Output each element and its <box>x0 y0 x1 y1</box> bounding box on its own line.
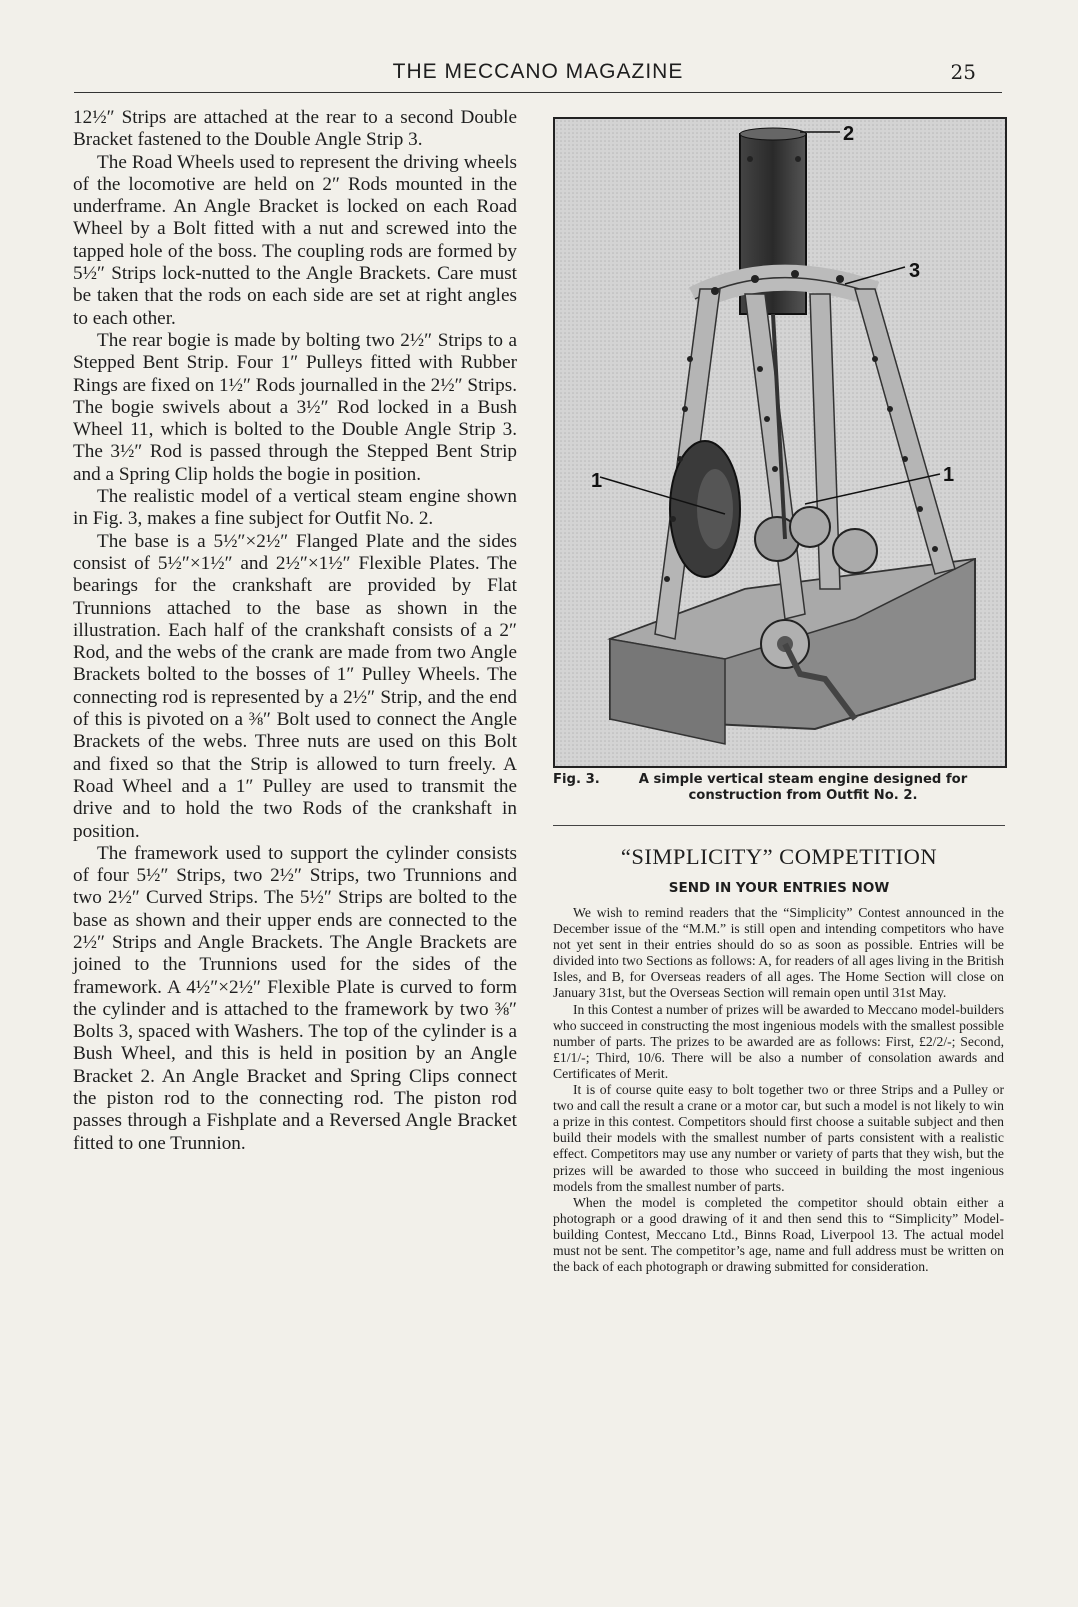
article-left-column <box>73 107 517 1155</box>
competition-paragraph: When the model is completed the competitor should obtain either a photograph or a good drawing of it and then send this to “Simplicity” Model-building Contest, Meccano Ltd., Binns Road, Liverpool 13. The actual model must not be sent. The competitor’s age, name and full address must be written on the back of each photograph or drawing submitted for consideration. <box>553 1194 1004 1275</box>
page-header <box>74 58 1002 93</box>
page-number: 25 <box>950 60 976 84</box>
magazine-title: THE MECCANO MAGAZINE <box>392 60 684 83</box>
article-paragraph: The rear bogie is made by bolting two 2½″ Strips to a Stepped Bent Strip. Four 1″ Pulleys fitted with Rubber Rings are fixed on 1½″ Rods journalled in the 2½″ Strips. The bogie swivels about a 3½″ Rod locked in a Bush Wheel 11, which is bolted to the Double Angle Strip 3. The 3½″ Rod is passed through the Stepped Bent Strip and a Spring Clip holds the bogie in position. <box>73 329 517 485</box>
competition-paragraph: It is of course quite easy to bolt together two or three Strips and a Pulley or two and call the result a crane or a motor car, but such a model is not likely to win a prize in this contest. Competitors should first choose a suitable subject and then build their models with the smallest number of parts consistent with a realistic effect. Competitors may use any number or variety of parts that they wish, but the prizes will be awarded to those who succeed in building the most ingenious models from the smallest number of parts. <box>553 1082 1004 1194</box>
figure-caption <box>553 772 1005 804</box>
article-paragraph: The Road Wheels used to represent the driving wheels of the locomotive are held on 2″ Rods mounted in the underframe. An Angle Bracket is locked on each Road Wheel by a Bolt fitted with a nut and screwed into the tapped hole of the boss. The coupling rods are formed by 5½″ Strips lock-nutted to the Angle Brackets. Care must be taken that the rods on each side are set at right angles to each other. <box>73 151 517 329</box>
competition-title: “SIMPLICITY” COMPETITION <box>620 844 938 869</box>
competition-body <box>553 905 1004 1275</box>
article-paragraph: 12½″ Strips are attached at the rear to a second Double Bracket fastened to the Double Angle Strip 3. <box>73 107 517 151</box>
callout-2: 2 <box>843 123 855 145</box>
figure-caption-label: Fig. 3. <box>553 772 600 787</box>
section-divider <box>553 825 1005 826</box>
competition-paragraph: In this Contest a number of prizes will be awarded to Meccano model-builders who succeed in constructing the most ingenious models with the smallest possible number of parts. The prizes to be awarded are as follows: First, £2/2/-; Second, £1/1/-; Third, 10/6. There will be also a number of consolation awards and Certificates of Merit. <box>553 1001 1004 1081</box>
competition-subtitle: SEND IN YOUR ENTRIES NOW <box>668 880 890 896</box>
callout-1-right: 1 <box>943 464 955 486</box>
article-paragraph: The base is a 5½″×2½″ Flanged Plate and the sides consist of 5½″×1½″ and 2½″×1½″ Flexible Plates. The bearings for the crankshaft are provided by Flat Trunnions attached to the base as shown in the illustration. Each half of the crankshaft consists of a 2″ Rod, and the webs of the crank are made from two Angle Brackets bolted to the bosses of 1″ Pulley Wheels. The connecting rod is represented by a 2½″ Strip, and the end of this is pivoted on a ⅜″ Bolt used to connect the Angle Brackets of the webs. Three nuts are used on this Bolt and fixed so that the Strip is allowed to turn freely. A Road Wheel and a 1″ Pulley are used to transmit the drive and to hold the two Rods of the crankshaft in position. <box>73 530 517 842</box>
article-paragraph: The realistic model of a vertical steam engine shown in Fig. 3, makes a fine subject for Outfit No. 2. <box>73 486 517 530</box>
callout-1-left: 1 <box>591 470 603 492</box>
figure-caption-text: A simple vertical steam engine designed for construction from Outfit No. 2. <box>638 772 968 803</box>
steam-engine-illustration <box>555 119 1005 766</box>
article-paragraph: The framework used to support the cylinder consists of four 5½″ Strips, two 2½″ Strips, two Trunnions and two 2½″ Curved Strips. The 5½″ Strips are bolted to the base as shown and their upper ends are connected to the 2½″ Strips and Angle Brackets. The Angle Brackets are joined to the Trunnions used for the sides of the framework. A 4½″×2½″ Flexible Plate is curved to form the cylinder and is attached to the framework by two ⅜″ Bolts 3, spaced with Washers. The top of the cylinder is a Bush Wheel, and this is held in position by an Angle Bracket 2. An Angle Bracket and Spring Clips connect the piston rod to the connecting rod. The piston rod passes through a Fishplate and a Reversed Angle Bracket fitted to one Trunnion. <box>73 842 517 1154</box>
callout-3: 3 <box>909 260 921 282</box>
steam-engine-photo <box>553 117 1007 768</box>
competition-paragraph: We wish to remind readers that the “Simplicity” Contest announced in the December issue of the “M.M.” is still open and intending competitors who have not yet sent in their entries should do so as soon as possible. Entries will be divided into two Sections as follows: A, for readers of all ages living in the British Isles, and B, for Overseas readers of all ages. The Home Section will close on January 31st, but the Overseas Section will remain open until 31st May. <box>553 905 1004 1001</box>
